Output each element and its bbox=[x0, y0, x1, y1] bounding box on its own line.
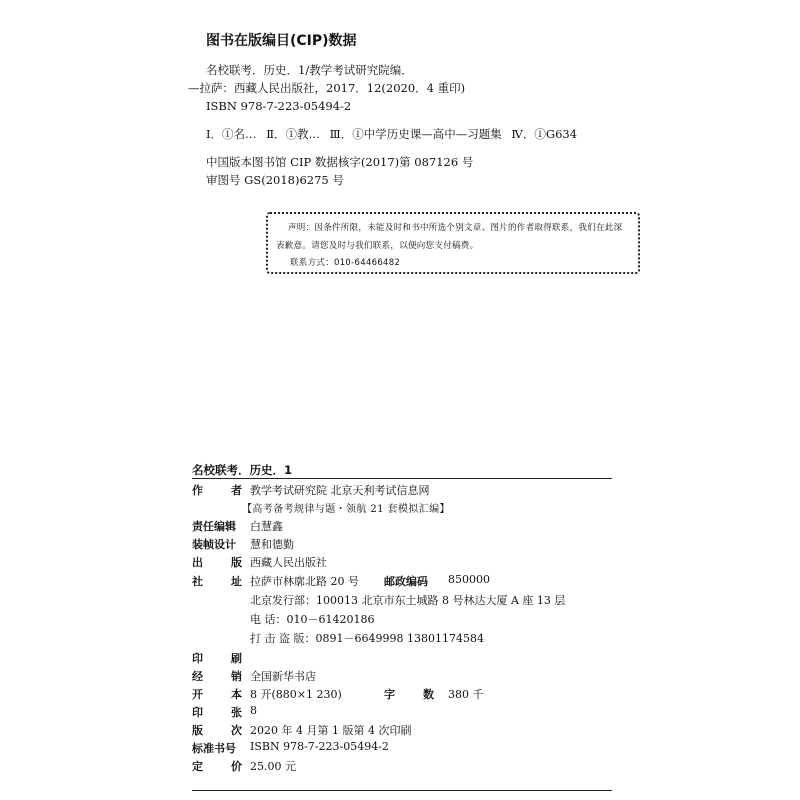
price-label: 定 价 bbox=[192, 760, 242, 773]
cip-library-number: 中国版本图书馆 CIP 数据核字(2017)第 087126 号 bbox=[206, 155, 474, 169]
cip-title-line: 名校联考．历史．1/教学考试研究院编． bbox=[206, 63, 413, 77]
address-value: 拉萨市林廓北路 20 号 bbox=[250, 575, 359, 588]
colophon-book-title: 名校联考．历史．1 bbox=[192, 463, 293, 477]
edition-value: 2020 年 4 月第 1 版第 4 次印刷 bbox=[250, 724, 412, 737]
distributor-label: 经 销 bbox=[192, 670, 242, 683]
isbn-label: 标准书号 bbox=[192, 742, 236, 755]
edition-label: 版 次 bbox=[192, 724, 242, 737]
author-label: 作 者 bbox=[192, 484, 242, 497]
colophon-row-publisher bbox=[192, 554, 622, 572]
colophon-row-series bbox=[192, 500, 622, 518]
colophon-row-isbn bbox=[192, 740, 622, 758]
notice-line-2: 表歉意。请您及时与我们联系，以便向您支付稿费。 bbox=[276, 241, 479, 251]
colophon-row-printing bbox=[192, 650, 622, 668]
sheets-value: 8 bbox=[250, 704, 257, 717]
colophon-row-design bbox=[192, 536, 622, 554]
cip-heading: 图书在版编目(CIP)数据 bbox=[206, 33, 357, 49]
colophon-top-rule bbox=[192, 478, 612, 479]
words-value: 380 千 bbox=[448, 688, 484, 701]
colophon-row-sheets bbox=[192, 704, 622, 722]
isbn-value: ISBN 978-7-223-05494-2 bbox=[250, 740, 389, 753]
printing-label: 印 刷 bbox=[192, 652, 242, 665]
postcode-value: 850000 bbox=[448, 573, 490, 586]
postcode-label: 邮政编码 bbox=[384, 575, 428, 588]
colophon-row-format bbox=[192, 686, 622, 704]
colophon-row-editor bbox=[192, 518, 622, 536]
publisher-value: 西藏人民出版社 bbox=[250, 556, 327, 569]
colophon-bottom-rule bbox=[192, 790, 612, 791]
design-label: 装帧设计 bbox=[192, 538, 236, 551]
words-label: 字 数 bbox=[384, 688, 434, 701]
series-value: 【高考备考规律与题・领航 21 套模拟汇编】 bbox=[242, 504, 450, 515]
notice-line-1: 声明：因条件所限，未能及时和书中所选个别文章、图片的作者取得联系，我们在此深 bbox=[288, 223, 623, 233]
design-value: 慧和德勤 bbox=[250, 538, 294, 551]
phone: 电 话：010－61420186 bbox=[250, 613, 375, 626]
notice-contact: 联系方式：010-64466482 bbox=[290, 258, 401, 268]
format-label: 开 本 bbox=[192, 688, 242, 701]
author-value: 教学考试研究院 北京天利考试信息网 bbox=[250, 484, 430, 497]
anti-piracy: 打 击 盗 版：0891－6649998 13801174584 bbox=[250, 632, 484, 645]
distributor-value: 全国新华书店 bbox=[250, 670, 316, 683]
editor-value: 白慧鑫 bbox=[250, 520, 283, 533]
price-value: 25.00 元 bbox=[250, 760, 296, 773]
colophon-row-edition bbox=[192, 722, 622, 740]
address-label: 社 址 bbox=[192, 575, 242, 588]
sheets-label: 印 张 bbox=[192, 706, 242, 719]
editor-label: 责任编辑 bbox=[192, 520, 236, 533]
format-value: 8 开(880×1 230) bbox=[250, 688, 342, 701]
colophon-row-price bbox=[192, 758, 622, 776]
colophon-row-distributor bbox=[192, 668, 622, 686]
copyright-notice-box bbox=[266, 212, 640, 274]
colophon-row-author bbox=[192, 482, 622, 500]
colophon-row-address bbox=[192, 573, 622, 591]
cip-classification-line: Ⅰ．①名… Ⅱ．①教… Ⅲ．①中学历史课—高中—习题集 Ⅳ．①G634 bbox=[206, 127, 578, 141]
cip-map-approval: 审图号 GS(2018)6275 号 bbox=[206, 173, 344, 187]
cip-publisher-line: —拉萨：西藏人民出版社，2017．12(2020．4 重印) bbox=[188, 81, 466, 95]
publisher-label: 出 版 bbox=[192, 556, 242, 569]
cip-isbn-line: ISBN 978-7-223-05494-2 bbox=[206, 99, 352, 113]
beijing-dept: 北京发行部：100013 北京市东土城路 8 号林达大厦 A 座 13 层 bbox=[250, 594, 566, 607]
